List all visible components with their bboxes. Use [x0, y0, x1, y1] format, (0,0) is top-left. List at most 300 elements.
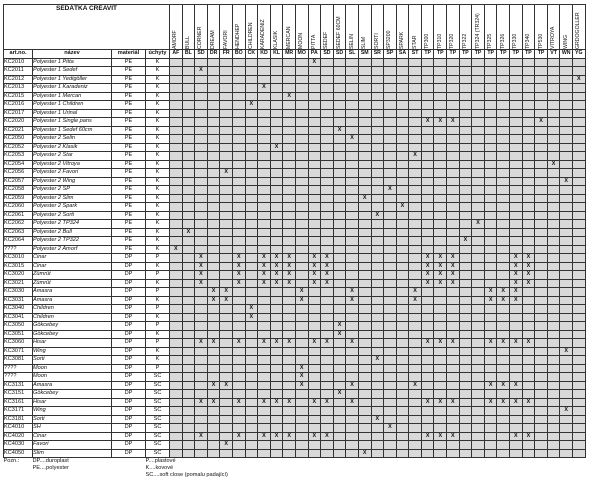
compat-cell	[258, 237, 271, 246]
name-cell: Polyester 2 Spark	[33, 203, 112, 212]
compat-cell	[371, 271, 384, 280]
table-row	[4, 364, 586, 373]
art-no-cell: KC3131	[4, 381, 33, 390]
name-header: název	[33, 50, 112, 59]
compat-cell	[308, 228, 321, 237]
compat-cell	[510, 330, 523, 339]
compat-cell	[459, 160, 472, 169]
name-cell: Polyester 2 Vitroya	[33, 160, 112, 169]
compat-cell	[384, 262, 397, 271]
material-cell: DP	[112, 305, 146, 314]
name-cell: Polyester 2 TP324	[33, 220, 112, 229]
compat-cell	[232, 228, 245, 237]
compat-cell	[421, 441, 434, 450]
compat-cell	[384, 58, 397, 67]
compat-cell	[560, 237, 573, 246]
compat-cell	[573, 390, 586, 399]
compat-cell	[421, 143, 434, 152]
column-header-row	[4, 50, 586, 59]
compat-cell	[535, 143, 548, 152]
compat-cell	[447, 356, 460, 365]
art-no-cell: KC3161	[4, 398, 33, 407]
compat-cell	[484, 211, 497, 220]
compat-cell	[170, 118, 183, 127]
compat-cell	[497, 390, 510, 399]
compat-cell	[560, 424, 573, 433]
compat-cell	[522, 237, 535, 246]
compat-cell	[547, 84, 560, 93]
compat-cell	[195, 330, 208, 339]
compat-cell	[308, 330, 321, 339]
compat-cell	[232, 84, 245, 93]
compat-cell	[170, 347, 183, 356]
compat-cell	[358, 415, 371, 424]
compat-cell	[535, 169, 548, 178]
compat-cell	[522, 143, 535, 152]
compat-cell	[434, 220, 447, 229]
compat-cell	[497, 245, 510, 254]
compat-cell	[371, 441, 384, 450]
compat-cell	[573, 415, 586, 424]
compat-cell	[510, 305, 523, 314]
compat-cell	[560, 373, 573, 382]
compat-cell	[497, 67, 510, 76]
compat-cell	[371, 449, 384, 458]
compat-cell	[258, 364, 271, 373]
compat-cell	[182, 262, 195, 271]
compat-cell	[535, 415, 548, 424]
compat-cell	[409, 143, 422, 152]
compat-cell	[472, 194, 485, 203]
compat-mark: X	[283, 279, 296, 288]
compat-cell	[384, 160, 397, 169]
compat-mark: X	[283, 254, 296, 263]
compat-mark: X	[447, 271, 460, 280]
compat-cell	[245, 58, 258, 67]
compat-mark: X	[573, 75, 586, 84]
model-code: SA	[396, 50, 409, 59]
name-cell: Polyester 1 Children	[33, 101, 112, 110]
model-code: TP	[434, 50, 447, 59]
name-cell: Amasra	[33, 288, 112, 297]
compat-cell	[497, 305, 510, 314]
fixings-cell: K	[146, 84, 170, 93]
compat-cell	[421, 296, 434, 305]
compat-cell	[295, 169, 308, 178]
compat-cell	[396, 262, 409, 271]
table-row	[4, 313, 586, 322]
compat-cell	[182, 220, 195, 229]
compat-cell	[170, 135, 183, 144]
compat-mark: X	[220, 288, 233, 297]
name-cell: Polyester 1 Pitta	[33, 58, 112, 67]
compat-cell	[371, 186, 384, 195]
compat-cell	[333, 271, 346, 280]
compat-cell	[308, 296, 321, 305]
compat-cell	[522, 84, 535, 93]
compat-cell	[170, 449, 183, 458]
legend-label	[4, 472, 33, 479]
compat-mark: X	[409, 296, 422, 305]
compat-mark: X	[434, 271, 447, 280]
compat-cell	[245, 67, 258, 76]
compat-cell	[182, 398, 195, 407]
compat-cell	[321, 449, 334, 458]
fixings-cell: P	[146, 364, 170, 373]
compat-cell	[510, 373, 523, 382]
compat-cell	[421, 288, 434, 297]
compat-cell	[232, 194, 245, 203]
compat-cell	[573, 126, 586, 135]
compat-cell	[573, 381, 586, 390]
compat-cell	[472, 203, 485, 212]
compat-cell	[384, 75, 397, 84]
compat-mark: X	[308, 398, 321, 407]
compat-cell	[384, 313, 397, 322]
compat-cell	[371, 152, 384, 161]
compat-cell	[535, 186, 548, 195]
art-no-cell: KC2054	[4, 160, 33, 169]
compat-cell	[232, 364, 245, 373]
compat-cell	[547, 339, 560, 348]
compat-cell	[321, 92, 334, 101]
compat-cell	[497, 356, 510, 365]
compat-cell	[472, 126, 485, 135]
compat-cell	[459, 220, 472, 229]
compat-cell	[283, 313, 296, 322]
compat-cell	[573, 339, 586, 348]
compat-cell	[346, 126, 359, 135]
compat-cell	[384, 305, 397, 314]
model-code: SR	[371, 50, 384, 59]
compat-cell	[232, 143, 245, 152]
compat-cell	[459, 364, 472, 373]
compat-cell	[207, 313, 220, 322]
art-no-cell: KC3171	[4, 407, 33, 416]
compat-cell	[421, 305, 434, 314]
model-header	[409, 5, 422, 50]
compat-cell	[170, 313, 183, 322]
compat-cell	[510, 322, 523, 331]
table-row	[4, 211, 586, 220]
compat-cell	[497, 169, 510, 178]
compat-cell	[384, 194, 397, 203]
table-row	[4, 135, 586, 144]
compat-cell	[547, 118, 560, 127]
compat-cell	[207, 186, 220, 195]
compat-cell	[547, 92, 560, 101]
compat-cell	[333, 288, 346, 297]
compat-cell	[220, 237, 233, 246]
compat-cell	[384, 143, 397, 152]
compat-cell	[371, 398, 384, 407]
compat-cell	[560, 194, 573, 203]
table-row	[4, 432, 586, 441]
compat-cell	[459, 58, 472, 67]
compat-cell	[195, 126, 208, 135]
compat-cell	[207, 203, 220, 212]
compat-cell	[358, 135, 371, 144]
compat-cell	[421, 58, 434, 67]
compat-mark: X	[308, 279, 321, 288]
compat-cell	[522, 245, 535, 254]
compat-cell	[232, 313, 245, 322]
compat-cell	[170, 126, 183, 135]
compat-cell	[459, 126, 472, 135]
compat-cell	[308, 143, 321, 152]
compat-cell	[510, 67, 523, 76]
compat-cell	[434, 305, 447, 314]
compat-cell	[560, 58, 573, 67]
compat-mark: X	[245, 313, 258, 322]
compat-cell	[258, 152, 271, 161]
compat-cell	[547, 398, 560, 407]
compat-cell	[472, 415, 485, 424]
material-cell: DP	[112, 390, 146, 399]
model-code: BL	[182, 50, 195, 59]
compat-cell	[232, 381, 245, 390]
compat-cell	[283, 296, 296, 305]
compat-cell	[182, 152, 195, 161]
model-header	[421, 5, 434, 50]
model-header	[207, 5, 220, 50]
compat-cell	[308, 135, 321, 144]
compat-cell	[510, 109, 523, 118]
model-name: TP340	[524, 33, 531, 49]
model-header	[232, 5, 245, 50]
compat-cell	[459, 67, 472, 76]
compat-cell	[497, 186, 510, 195]
name-cell: Polyester 1 Karadeniz	[33, 84, 112, 93]
name-cell: Gökcebey	[33, 330, 112, 339]
compat-cell	[535, 262, 548, 271]
compat-cell	[484, 160, 497, 169]
compat-cell	[346, 67, 359, 76]
compat-cell	[245, 126, 258, 135]
compat-cell	[409, 339, 422, 348]
fixings-cell: K	[146, 135, 170, 144]
table-row	[4, 186, 586, 195]
compat-cell	[535, 75, 548, 84]
compat-cell	[220, 160, 233, 169]
compat-cell	[434, 373, 447, 382]
compat-mark: X	[283, 432, 296, 441]
compat-cell	[573, 288, 586, 297]
compat-mark: X	[522, 279, 535, 288]
compat-cell	[484, 101, 497, 110]
material-cell: DP	[112, 441, 146, 450]
compat-cell	[346, 169, 359, 178]
table-row	[4, 67, 586, 76]
compat-cell	[195, 449, 208, 458]
compat-cell	[321, 84, 334, 93]
compat-cell	[535, 135, 548, 144]
compat-cell	[270, 407, 283, 416]
compat-cell	[371, 169, 384, 178]
compat-cell	[170, 92, 183, 101]
compat-cell	[547, 373, 560, 382]
compat-cell	[396, 152, 409, 161]
compat-cell	[409, 347, 422, 356]
compat-cell	[472, 211, 485, 220]
compat-cell	[182, 364, 195, 373]
compat-mark: X	[358, 449, 371, 458]
compat-cell	[321, 330, 334, 339]
compat-cell	[484, 441, 497, 450]
compat-cell	[434, 288, 447, 297]
compat-cell	[245, 407, 258, 416]
name-cell: Gökcebey	[33, 390, 112, 399]
compat-cell	[295, 118, 308, 127]
compat-cell	[384, 84, 397, 93]
model-code: PA	[308, 50, 321, 59]
compat-cell	[371, 339, 384, 348]
name-cell: Polyester 2 Slim	[33, 194, 112, 203]
legend-row	[4, 472, 586, 479]
compat-cell	[371, 424, 384, 433]
compat-cell	[421, 356, 434, 365]
compat-cell	[522, 203, 535, 212]
compat-cell	[459, 84, 472, 93]
compat-cell	[510, 75, 523, 84]
compat-cell	[459, 390, 472, 399]
compat-cell	[573, 313, 586, 322]
model-code: TP	[421, 50, 434, 59]
compat-mark: X	[497, 381, 510, 390]
compat-cell	[170, 203, 183, 212]
compat-cell	[459, 432, 472, 441]
compat-cell	[497, 313, 510, 322]
compat-cell	[535, 364, 548, 373]
compat-cell	[346, 441, 359, 450]
compat-cell	[510, 58, 523, 67]
compat-cell	[409, 432, 422, 441]
art-no-cell: KC2053	[4, 152, 33, 161]
compat-cell	[497, 211, 510, 220]
compat-cell	[321, 441, 334, 450]
compat-cell	[258, 211, 271, 220]
compat-cell	[484, 432, 497, 441]
compat-cell	[182, 143, 195, 152]
name-cell: Hisar	[33, 339, 112, 348]
compat-cell	[308, 381, 321, 390]
compat-cell	[283, 152, 296, 161]
model-header	[396, 5, 409, 50]
compat-cell	[447, 92, 460, 101]
compat-cell	[472, 424, 485, 433]
compat-cell	[484, 92, 497, 101]
material-cell: DP	[112, 339, 146, 348]
compat-cell	[258, 186, 271, 195]
model-name: TP530	[537, 33, 544, 49]
compat-cell	[346, 58, 359, 67]
compat-cell	[358, 126, 371, 135]
compat-cell	[220, 432, 233, 441]
compat-cell	[459, 194, 472, 203]
compat-cell	[308, 118, 321, 127]
compat-mark: X	[270, 143, 283, 152]
material-cell: PE	[112, 92, 146, 101]
compat-mark: X	[321, 432, 334, 441]
compat-mark: X	[434, 118, 447, 127]
art-no-cell: KC3051	[4, 330, 33, 339]
material-cell: DP	[112, 271, 146, 280]
compat-cell	[258, 160, 271, 169]
fixings-cell: K	[146, 152, 170, 161]
compat-cell	[484, 449, 497, 458]
compat-cell	[409, 220, 422, 229]
compat-mark: X	[522, 262, 535, 271]
material-cell: DP	[112, 432, 146, 441]
compat-cell	[270, 356, 283, 365]
compat-cell	[573, 322, 586, 331]
fixings-cell: P	[146, 288, 170, 297]
compat-cell	[333, 398, 346, 407]
compat-cell	[195, 152, 208, 161]
compat-cell	[384, 288, 397, 297]
compat-cell	[396, 415, 409, 424]
material-cell: DP	[112, 313, 146, 322]
compat-cell	[472, 449, 485, 458]
compat-cell	[547, 75, 560, 84]
compat-cell	[547, 169, 560, 178]
material-cell: PE	[112, 152, 146, 161]
compat-cell	[258, 415, 271, 424]
compat-cell	[270, 92, 283, 101]
compat-cell	[434, 356, 447, 365]
art-no-cell: KC2010	[4, 58, 33, 67]
compat-cell	[232, 356, 245, 365]
compat-cell	[308, 92, 321, 101]
compat-cell	[182, 211, 195, 220]
compat-cell	[295, 152, 308, 161]
compat-cell	[232, 220, 245, 229]
compat-cell	[308, 160, 321, 169]
compat-cell	[170, 390, 183, 399]
compat-cell	[283, 245, 296, 254]
compat-cell	[371, 296, 384, 305]
model-code: BO	[232, 50, 245, 59]
compat-cell	[321, 135, 334, 144]
compat-cell	[245, 322, 258, 331]
compat-cell	[358, 432, 371, 441]
compat-cell	[170, 330, 183, 339]
compat-cell	[346, 194, 359, 203]
compat-cell	[510, 84, 523, 93]
compat-cell	[346, 186, 359, 195]
compat-cell	[510, 415, 523, 424]
compat-cell	[409, 390, 422, 399]
compat-cell	[333, 152, 346, 161]
compat-cell	[535, 424, 548, 433]
compat-cell	[333, 373, 346, 382]
compat-cell	[270, 228, 283, 237]
compat-mark: X	[258, 432, 271, 441]
compat-mark: X	[207, 296, 220, 305]
model-header	[220, 5, 233, 50]
compat-cell	[522, 373, 535, 382]
compat-cell	[547, 441, 560, 450]
compat-cell	[321, 245, 334, 254]
compat-cell	[421, 364, 434, 373]
compat-cell	[459, 118, 472, 127]
material-cell: PE	[112, 245, 146, 254]
model-name: CHILDREN	[247, 22, 254, 49]
compat-cell	[535, 84, 548, 93]
compat-cell	[447, 143, 460, 152]
compatibility-sheet	[3, 4, 586, 479]
material-cell: PE	[112, 135, 146, 144]
